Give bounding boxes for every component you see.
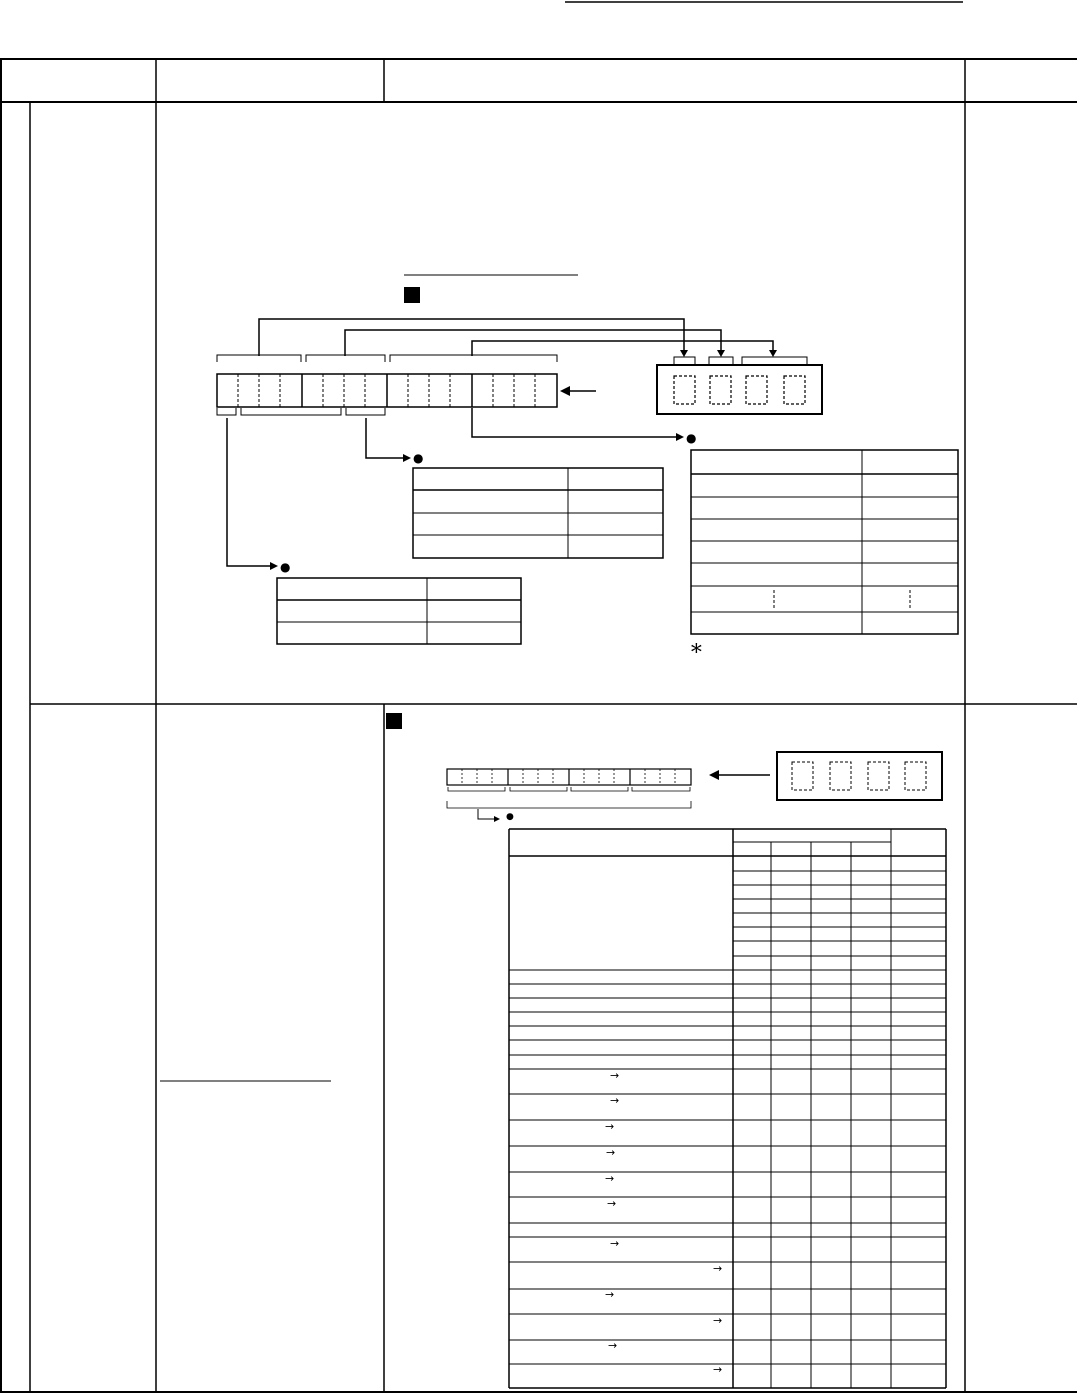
bullet-icon-table-b: ●	[280, 560, 291, 574]
arrow-icon: →	[713, 1262, 723, 1275]
arrow-icon: →	[610, 1094, 620, 1107]
heading-square-icon-2	[386, 713, 402, 729]
arrow-icon: →	[605, 1120, 615, 1133]
bullet-icon-table-c: ●	[686, 431, 697, 445]
heading-square-icon-1	[404, 287, 420, 303]
big-table-grid	[509, 829, 946, 1388]
bullet-icon-big-table: ●	[506, 812, 514, 822]
diagram-1	[217, 275, 958, 644]
arrow-icon: →	[605, 1288, 615, 1301]
arrow-icon: →	[608, 1339, 618, 1352]
outer-table	[0, 59, 1077, 1392]
arrow-icon: →	[610, 1069, 620, 1082]
arrow-icon: →	[607, 1197, 617, 1210]
arrow-icon: →	[610, 1237, 620, 1250]
diagram-2	[447, 752, 942, 822]
footnote-asterisk-icon: ∗	[689, 636, 704, 661]
arrow-icon: →	[605, 1172, 615, 1185]
arrow-icon: →	[713, 1363, 723, 1376]
bullet-icon-table-a: ●	[413, 451, 424, 465]
arrow-icon: →	[713, 1314, 723, 1327]
arrow-icon: →	[606, 1146, 616, 1159]
